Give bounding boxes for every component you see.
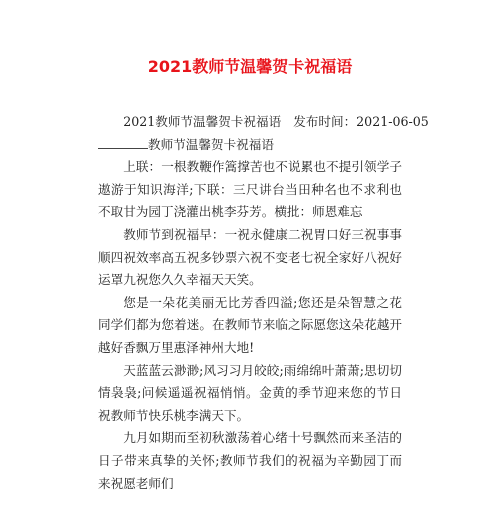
publish-label: 发布时间：	[293, 114, 357, 129]
paragraph: 天蓝蓝云渺渺;风习习月皎皎;雨绵绵叶萧萧;思切切情袅袅;问候遥遥祝福悄悄。金黄的季节迎来您的节日祝教师节快乐桃李满天下。	[98, 362, 402, 423]
subtitle-text: 教师节温馨贺卡祝福语	[148, 136, 274, 152]
meta-title: 2021教师节温馨贺卡祝福语	[123, 114, 282, 129]
paragraph: 九月如期而至初秋激荡着心绪十号飘然而来圣洁的日子带来真挚的关怀;教师节我们的祝福为辛勤园丁而来祝愿老师们	[98, 430, 402, 491]
paragraph: 上联：一根教鞭作篙撑苦也不说累也不提引领学子遨游于知识海洋;下联：三尺讲台当田种名也不求利也不取甘为园丁浇灌出桃李芬芳。横批：师恩难忘	[98, 159, 402, 220]
publish-date: 2021-06-05	[356, 114, 429, 129]
article-body	[98, 111, 429, 495]
blank-underline	[98, 136, 148, 149]
paragraph: 教师节到祝福早：一祝永健康二祝胃口好三祝事事顺四祝效率高五祝多钞票六祝不变老七祝全家好八祝好运罩九祝您久久幸福天天笑。	[98, 226, 402, 288]
paragraph: 您是一朵花美丽无比芳香四溢;您还是朵智慧之花同学们都为您着迷。在教师节来临之际愿您这朵花越开越好香飘万里惠泽神州大地!	[98, 294, 402, 355]
document-title: 2021教师节温馨贺卡祝福语	[147, 57, 353, 76]
subtitle-line	[98, 134, 402, 157]
meta-line	[98, 111, 429, 134]
